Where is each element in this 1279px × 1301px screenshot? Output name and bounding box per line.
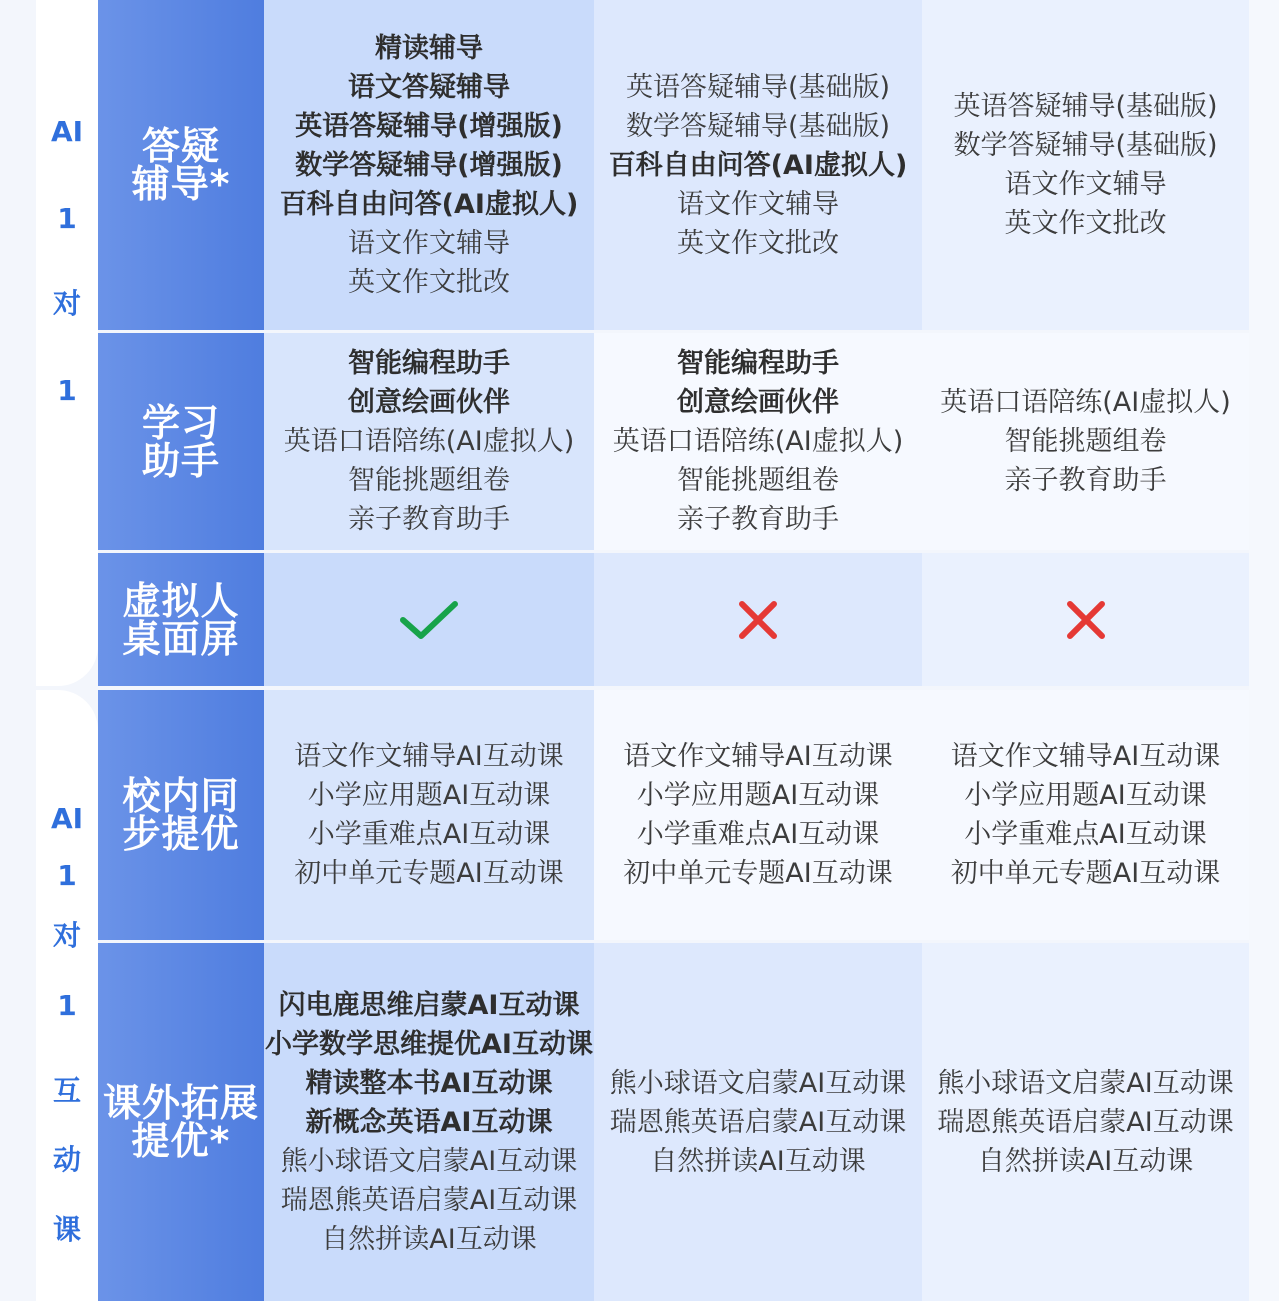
cell-screen-tier3 xyxy=(922,553,1249,686)
section-tab-char: 1 xyxy=(57,202,77,235)
cell-extra-tier1 xyxy=(264,943,594,1301)
feature-item: 自然拼读AI互动课 xyxy=(977,1145,1194,1177)
feature-item: 小学重难点AI互动课 xyxy=(636,819,880,850)
feature-item: 新概念英语AI互动课 xyxy=(305,1106,553,1138)
feature-item: 语文作文辅导AI互动课 xyxy=(623,741,893,772)
feature-item: 英语答疑辅导(基础版) xyxy=(625,71,891,103)
feature-item: 熊小球语文启蒙AI互动课 xyxy=(937,1067,1234,1099)
category-virtual-human-screen xyxy=(98,553,264,686)
section-tab-char: 动 xyxy=(52,1143,81,1176)
feature-item: 英文作文批改 xyxy=(348,266,510,298)
category-label: 课外拓展 提优* xyxy=(102,1081,259,1163)
category-label: 答疑 辅导* xyxy=(131,124,231,206)
feature-item: 百科自由问答(AI虚拟人) xyxy=(279,188,579,220)
feature-item: 英语口语陪练(AI虚拟人) xyxy=(283,426,575,457)
cell-extra-tier3 xyxy=(922,943,1249,1301)
feature-item: 瑞恩熊英语启蒙AI互动课 xyxy=(609,1106,907,1138)
section-tab-char: 1 xyxy=(57,859,77,892)
feature-item: 百科自由问答(AI虚拟人) xyxy=(608,149,908,181)
section-tab-char: 1 xyxy=(57,989,77,1022)
section-tab-char: AI xyxy=(50,115,84,148)
cross-icon xyxy=(728,598,788,642)
feature-item: 数学答疑辅导(基础版) xyxy=(953,130,1218,161)
cell-assistant-tier1 xyxy=(264,333,594,550)
category-extracurricular xyxy=(98,943,264,1301)
section-tab-char: 对 xyxy=(52,287,81,320)
feature-item: 智能编程助手 xyxy=(677,348,839,379)
category-qa-tutoring xyxy=(98,0,264,330)
feature-item: 英语口语陪练(AI虚拟人) xyxy=(612,426,904,457)
feature-item: 亲子教育助手 xyxy=(1004,465,1167,496)
category-learning-assistant xyxy=(98,333,264,550)
feature-item: 精读整本书AI互动课 xyxy=(305,1067,553,1099)
feature-item: 英文作文批改 xyxy=(677,227,839,259)
feature-item: 语文作文辅导AI互动课 xyxy=(294,741,564,772)
feature-item: 小学数学思维提优AI互动课 xyxy=(265,1028,593,1060)
section-tab-ai-interactive-course xyxy=(36,690,98,1301)
feature-item: 精读辅导 xyxy=(375,32,483,64)
category-label: 学习 助手 xyxy=(141,400,220,483)
feature-item: 数学答疑辅导(基础版) xyxy=(625,110,891,142)
feature-item: 小学重难点AI互动课 xyxy=(307,819,551,850)
feature-item: 英语答疑辅导(增强版) xyxy=(295,110,563,142)
feature-item: 语文作文辅导 xyxy=(348,227,510,259)
feature-item: 智能挑题组卷 xyxy=(677,465,839,496)
feature-item: 数学答疑辅导(增强版) xyxy=(295,149,563,181)
feature-item: 语文作文辅导AI互动课 xyxy=(950,741,1221,772)
section-tab-char: 互 xyxy=(52,1074,81,1107)
feature-item: 熊小球语文启蒙AI互动课 xyxy=(609,1067,907,1099)
feature-item: 瑞恩熊英语启蒙AI互动课 xyxy=(937,1106,1234,1138)
cell-qa-tier3 xyxy=(922,0,1249,330)
feature-item: 小学应用题AI互动课 xyxy=(964,780,1207,811)
feature-item: 熊小球语文启蒙AI互动课 xyxy=(280,1145,578,1177)
feature-item: 英语口语陪练(AI虚拟人) xyxy=(940,387,1231,418)
feature-item: 闪电鹿思维启蒙AI互动课 xyxy=(278,989,580,1021)
feature-item: 初中单元专题AI互动课 xyxy=(294,858,564,889)
check-icon xyxy=(399,598,459,642)
cell-assistant-tier3 xyxy=(922,333,1249,550)
cell-sync-tier1 xyxy=(264,690,594,940)
feature-item: 自然拼读AI互动课 xyxy=(650,1145,866,1177)
cell-assistant-tier2 xyxy=(594,333,922,550)
feature-item: 语文作文辅导 xyxy=(677,188,839,220)
left-margin xyxy=(0,0,36,1301)
category-label: 校内同 步提优 xyxy=(122,774,240,856)
feature-item: 小学应用题AI互动课 xyxy=(636,780,880,811)
section-tab-ai-one-on-one xyxy=(36,0,98,686)
feature-item: 创意绘画伙伴 xyxy=(348,387,510,418)
feature-item: 自然拼读AI互动课 xyxy=(321,1223,537,1255)
right-margin xyxy=(1249,0,1279,1301)
feature-item: 小学应用题AI互动课 xyxy=(307,780,551,811)
feature-item: 英语答疑辅导(基础版) xyxy=(953,91,1218,122)
feature-item: 英文作文批改 xyxy=(1004,208,1167,239)
category-label: 虚拟人 桌面屏 xyxy=(122,578,240,661)
section-tab-char: AI xyxy=(50,802,84,835)
feature-item: 创意绘画伙伴 xyxy=(677,387,839,418)
feature-item: 亲子教育助手 xyxy=(348,504,510,535)
cell-qa-tier1 xyxy=(264,0,594,330)
feature-item: 初中单元专题AI互动课 xyxy=(950,858,1221,889)
feature-item: 亲子教育助手 xyxy=(677,504,839,535)
section-tab-char: 1 xyxy=(57,374,77,407)
feature-item: 语文答疑辅导 xyxy=(348,71,510,103)
feature-item: 语文作文辅导 xyxy=(1004,169,1167,200)
feature-item: 智能编程助手 xyxy=(348,348,510,379)
feature-item: 智能挑题组卷 xyxy=(348,465,510,496)
feature-item: 小学重难点AI互动课 xyxy=(964,819,1207,850)
category-school-sync xyxy=(98,690,264,940)
feature-item: 初中单元专题AI互动课 xyxy=(623,858,893,889)
cross-icon xyxy=(1056,598,1116,642)
feature-item: 智能挑题组卷 xyxy=(1004,426,1167,457)
section-tab-char: 课 xyxy=(52,1213,81,1246)
cell-sync-tier2 xyxy=(594,690,922,940)
cell-screen-tier1 xyxy=(264,553,594,686)
feature-item: 瑞恩熊英语启蒙AI互动课 xyxy=(280,1184,578,1216)
cell-screen-tier2 xyxy=(594,553,922,686)
cell-extra-tier2 xyxy=(594,943,922,1301)
cell-qa-tier2 xyxy=(594,0,922,330)
cell-sync-tier3 xyxy=(922,690,1249,940)
section-tab-char: 对 xyxy=(52,919,81,952)
